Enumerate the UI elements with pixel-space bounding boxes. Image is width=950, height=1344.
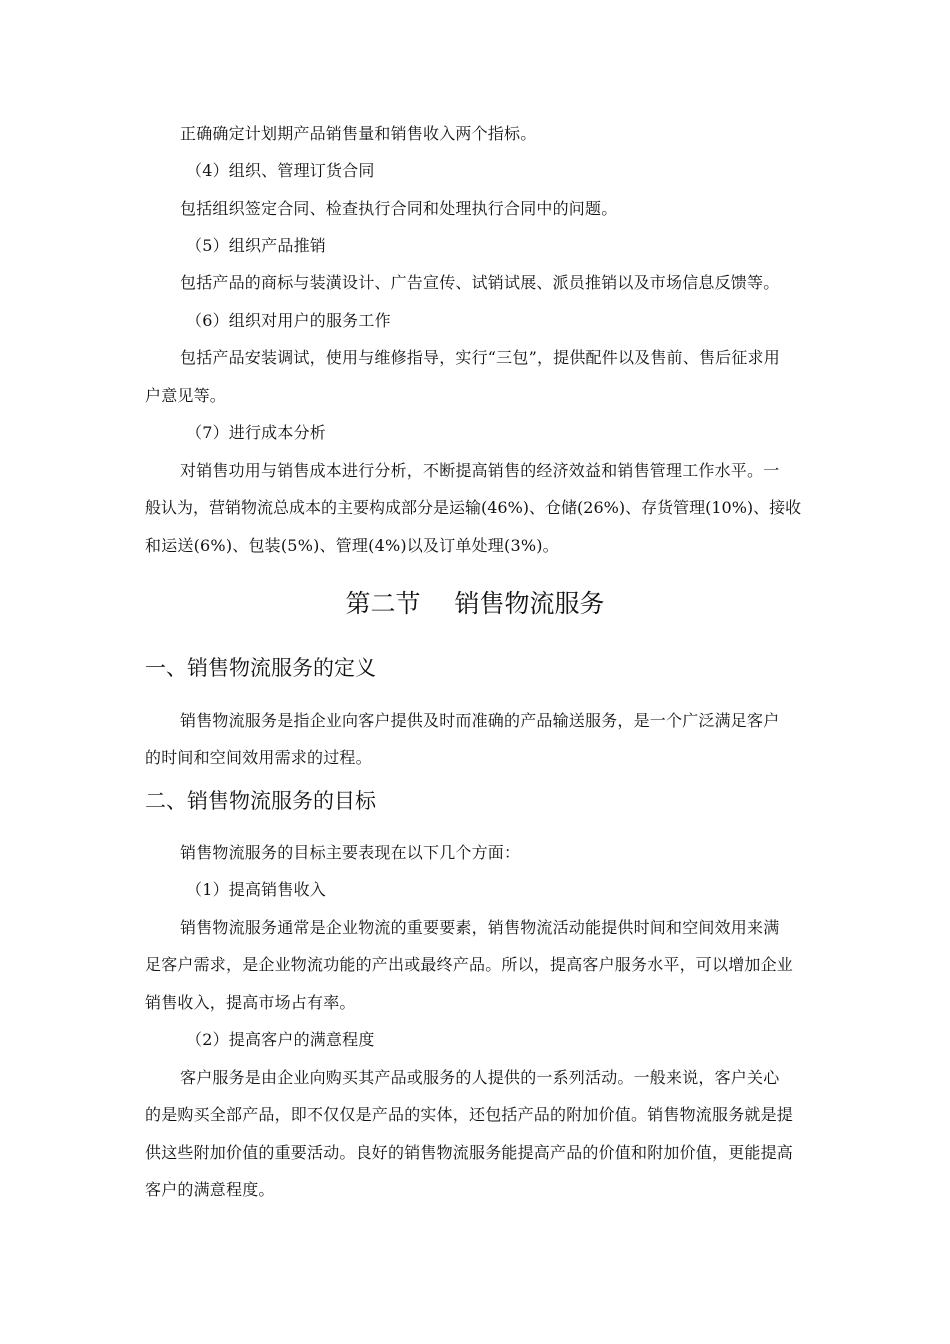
list-item-heading: （4）组织、管理订货合同 (186, 161, 375, 180)
section-name: 销售物流服务 (454, 589, 605, 618)
list-item-heading: （5）组织产品推销 (186, 236, 326, 255)
section-title (0, 588, 950, 620)
paragraph-line: 包括产品的商标与装潢设计、广告宣传、试销试展、派员推销以及市场信息反馈等。 (180, 273, 780, 292)
heading-definition: 一、销售物流服务的定义 (145, 656, 376, 680)
paragraph-line: 供这些附加价值的重要活动。良好的销售物流服务能提高产品的价值和附加价值，更能提高 (145, 1143, 794, 1162)
section-number: 第二节 (345, 589, 421, 618)
paragraph-line: 的是购买全部产品，即不仅仅是产品的实体，还包括产品的附加价值。销售物流服务就是提 (145, 1105, 794, 1124)
list-item-heading: （7）进行成本分析 (186, 423, 326, 442)
paragraph-line: 销售物流服务的目标主要表现在以下几个方面： (180, 843, 521, 862)
paragraph-line: 销售物流服务是指企业向客户提供及时而准确的产品输送服务，是一个广泛满足客户 (180, 711, 780, 730)
paragraph-line: 般认为，营销物流总成本的主要构成部分是运输(46%)、仓储(26%)、存货管理(10%)、接收 (145, 498, 802, 517)
list-item-heading: （1）提高销售收入 (186, 880, 326, 899)
paragraph-line: 包括组织签定合同、检查执行合同和处理执行合同中的问题。 (180, 199, 618, 218)
paragraph-line: 客户的满意程度。 (145, 1180, 275, 1199)
paragraph-line: 客户服务是由企业向购买其产品或服务的人提供的一系列活动。一般来说，客户关心 (180, 1068, 780, 1087)
heading-goals: 二、销售物流服务的目标 (145, 789, 376, 813)
paragraph-line: 户意见等。 (145, 386, 227, 405)
paragraph-line: 的时间和空间效用需求的过程。 (145, 748, 372, 767)
paragraph-line: 销售收入，提高市场占有率。 (145, 993, 356, 1012)
paragraph-line: 对销售功用与销售成本进行分析，不断提高销售的经济效益和销售管理工作水平。一 (180, 461, 780, 480)
paragraph-line: 销售物流服务通常是企业物流的重要要素，销售物流活动能提供时间和空间效用来满 (180, 918, 780, 937)
list-item-heading: （6）组织对用户的服务工作 (186, 311, 391, 330)
paragraph-line: 包括产品安装调试，使用与维修指导，实行“三包”，提供配件以及售前、售后征求用 (180, 348, 780, 367)
paragraph-line: 正确确定计划期产品销售量和销售收入两个指标。 (180, 124, 537, 143)
paragraph-line: 足客户需求，是企业物流功能的产出或最终产品。所以，提高客户服务水平，可以增加企业 (145, 955, 794, 974)
list-item-heading: （2）提高客户的满意程度 (186, 1030, 375, 1049)
paragraph-line: 和运送(6%)、包装(5%)、管理(4%)以及订单处理(3%)。 (145, 536, 559, 555)
